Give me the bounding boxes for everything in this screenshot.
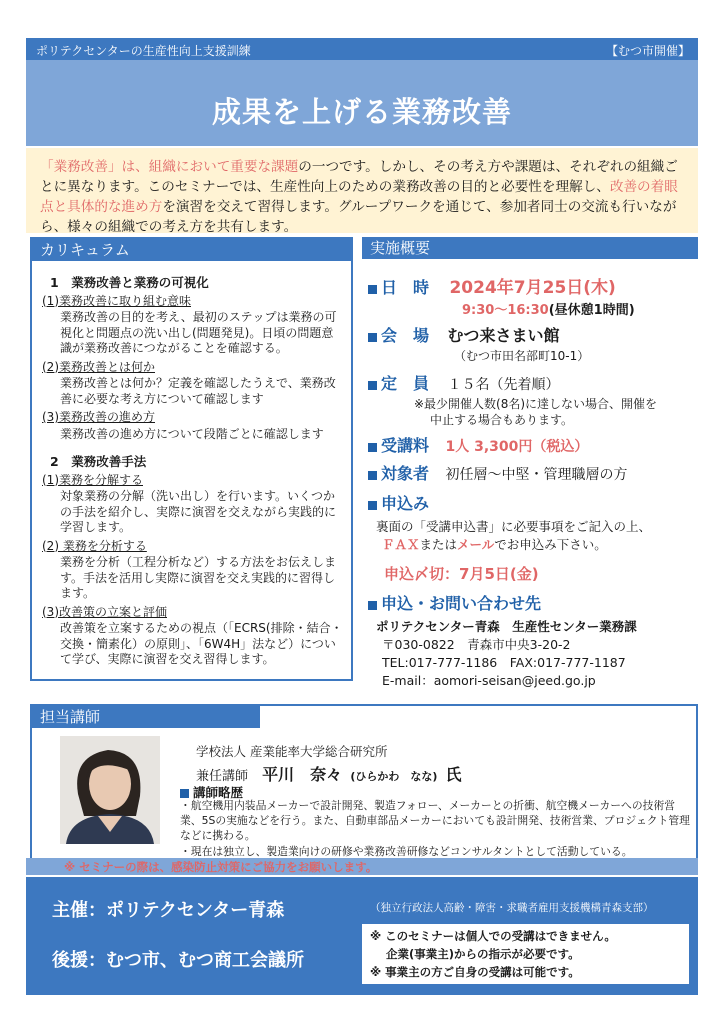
curriculum-item-1-1-text: 業務改善の目的を考え、最初のステップは業務の可視化と問題点の洗い出し(問題発見)。日頃の問題意識が業務改善につながることを確認する。 (60, 310, 337, 355)
career-text-2: ・現在は独立し、製造業向けの研修や業務改善研修などコンサルタントとして活動している。 (180, 845, 633, 858)
curriculum-item-1-3-title: (3)業務改善の進め方 (42, 410, 155, 424)
contact-row (368, 591, 541, 614)
program-label: ポリテクセンターの生産性向上支援訓練 (36, 44, 251, 58)
portrait-icon (60, 736, 160, 844)
capacity-row (368, 371, 559, 394)
time-value: 9:30〜16:30 (462, 303, 549, 318)
lecturer-heading: 担当講師 (32, 706, 260, 728)
capacity-label: 定 員 (381, 374, 430, 393)
curriculum-item-2-1-text: 対象業務の分解（洗い出し）を行います。いくつかの手法を紹介し、実際に演習を交えながら実践的に学習します。 (60, 489, 337, 534)
intro-emph: 改善の着眼点と具体的な進め方 (40, 179, 678, 215)
deadline: 申込〆切：7月5日(金) (384, 565, 539, 583)
target-row (368, 461, 627, 484)
overview-heading: 実施概要 (362, 237, 698, 259)
bullet-square-icon (368, 471, 377, 480)
curriculum-item-2-3-title: (3)改善策の立案と評価 (42, 604, 167, 619)
venue-row (368, 323, 559, 346)
curriculum-item-1-1-title: (1)業務改善に取り組む意味 (42, 293, 191, 308)
host-label: 主催：ポリテクセンター青森 (52, 900, 285, 921)
lecturer-name: 平川 奈々 (262, 765, 343, 784)
curriculum-section-2-title: 2 業務改善手法 (50, 454, 147, 469)
support-label: 後援：むつ市、むつ商工会議所 (52, 950, 304, 971)
lecturer-suffix: 氏 (445, 765, 462, 784)
apply-text-2: ＦＡＸまたはメールでお申込み下さい。 (382, 537, 607, 552)
curriculum-item-1-2-title: (2)業務改善とは何か (42, 359, 155, 374)
lecturer-affiliation: 学校法人 産業能率大学総合研究所 (196, 744, 388, 759)
footer-note-2: 企業(事業主)からの指示が必要です。 (386, 947, 580, 961)
capacity-value: １５名（先着順） (447, 377, 560, 393)
curriculum-panel (30, 237, 353, 681)
venue-label: 会 場 (381, 326, 430, 345)
bullet-square-icon (368, 601, 377, 610)
capacity-note-2: 中止する場合もあります。 (430, 413, 574, 427)
lecturer-name-row (196, 762, 462, 785)
intro-text-2: を演習を交えて習得します。グループワークを通じて、参加者同士の交流も行いながら、様々の組織での考え方を共有します。 (40, 199, 677, 235)
notice-text: ※ セミナーの際は、感染防止対策にご協力をお願いします。 (64, 860, 378, 874)
career-text-1: ・航空機用内装品メーカーで設計開発、製造フォロー、メーカーとの折衝、航空機メーカーへの技術営業、5Sの実施などを行う。また、自動車部品メーカーにおいても設計開発、技術営業、プロジェクト管理などに携わる。 (180, 799, 690, 842)
apply-text-1: 裏面の「受講申込書」に必要事項をご記入の上、 (376, 519, 652, 534)
fee-row (368, 433, 588, 456)
footer-note-1: ※ このセミナーは個人での受講はできません。 (370, 929, 616, 943)
fee-label: 受講料 (381, 436, 430, 455)
host-sub: （独立行政法人高齢・障害・求職者雇用支援機構青森支部） (370, 902, 654, 914)
footer-note-3: ※ 事業主の方ご自身の受講は可能です。 (370, 965, 580, 979)
curriculum-item-2-1-title: (1)業務を分解する (42, 472, 143, 487)
lecturer-reading: (ひらかわ なな) (350, 770, 438, 783)
lecturer-role: 兼任講師 (196, 769, 249, 784)
break-note: (昼休憩1時間) (548, 303, 635, 318)
fee-value: 1人 3,300円（税込） (445, 439, 589, 455)
lecturer-photo (60, 736, 160, 844)
contact-zip: 〒030-0822 青森市中央3-20-2 (382, 637, 571, 652)
bullet-square-icon (368, 333, 377, 342)
venue-address: （むつ市田名部町10-1） (454, 349, 590, 363)
date-label: 日 時 (381, 278, 430, 297)
target-value: 初任層〜中堅・管理職層の方 (445, 467, 628, 483)
curriculum-item-1-3-text: 業務改善の進め方について段階ごとに確認します (60, 426, 324, 441)
contact-label: 申込・お問い合わせ先 (381, 594, 542, 613)
curriculum-heading: カリキュラム (32, 239, 351, 261)
bullet-square-icon (368, 443, 377, 452)
overview-panel (362, 237, 698, 688)
bullet-square-icon (180, 789, 189, 798)
bullet-square-icon (368, 285, 377, 294)
curriculum-item-2-2-text: 業務を分析（工程分析など）する方法をお伝えします。手法を活用し実際に演習を交え実践的に習得します。 (60, 555, 337, 600)
date-row (368, 273, 616, 298)
location-tag: 【むつ市開催】 (605, 44, 690, 58)
career-heading: 講師略歴 (180, 783, 243, 801)
intro-box (26, 148, 698, 233)
apply-label: 申込み (381, 494, 430, 513)
page-title: 成果を上げる業務改善 (211, 95, 512, 129)
time-row (462, 299, 635, 318)
apply-row (368, 491, 429, 514)
intro-lead: 「業務改善」は、組織において重要な課題 (40, 159, 299, 175)
contact-tel: TEL:017-777-1186 FAX:017-777-1187 (382, 655, 626, 670)
intro-text (26, 148, 698, 237)
contact-email[interactable]: E-mail：aomori-seisan@jeed.go.jp (382, 673, 596, 688)
curriculum-item-2-2-title: (2) 業務を分析する (42, 538, 147, 553)
target-label: 対象者 (381, 464, 430, 483)
bullet-square-icon (368, 501, 377, 510)
curriculum-item-2-3-text: 改善策を立案するための視点（「ECRS(排除・結合・交換・簡素化）の原則」、「6W4H」法など）について学び、実際に演習を交え習得します。 (60, 621, 343, 666)
venue-value: むつ来さまい館 (447, 326, 560, 345)
date-value: 2024年7月25日(木) (449, 278, 616, 298)
intro-text-1: の一つです。しかし、その考え方や課題は、それぞれの組織ごとに異なります。このセミナーでは、生産性向上のための業務改善の目的と必要性を理解し、 (40, 159, 678, 195)
bullet-square-icon (368, 381, 377, 390)
curriculum-section-1-title: 1 業務改善と業務の可視化 (50, 275, 209, 290)
contact-org: ポリテクセンター青森 生産性センター業務課 (376, 619, 637, 634)
curriculum-item-1-2-text: 業務改善とは何か？定義を確認したうえで、業務改善に必要な考え方について確認します (60, 376, 336, 406)
capacity-note-1: ※最少開催人数(8名)に達しない場合、開催を (414, 397, 658, 411)
